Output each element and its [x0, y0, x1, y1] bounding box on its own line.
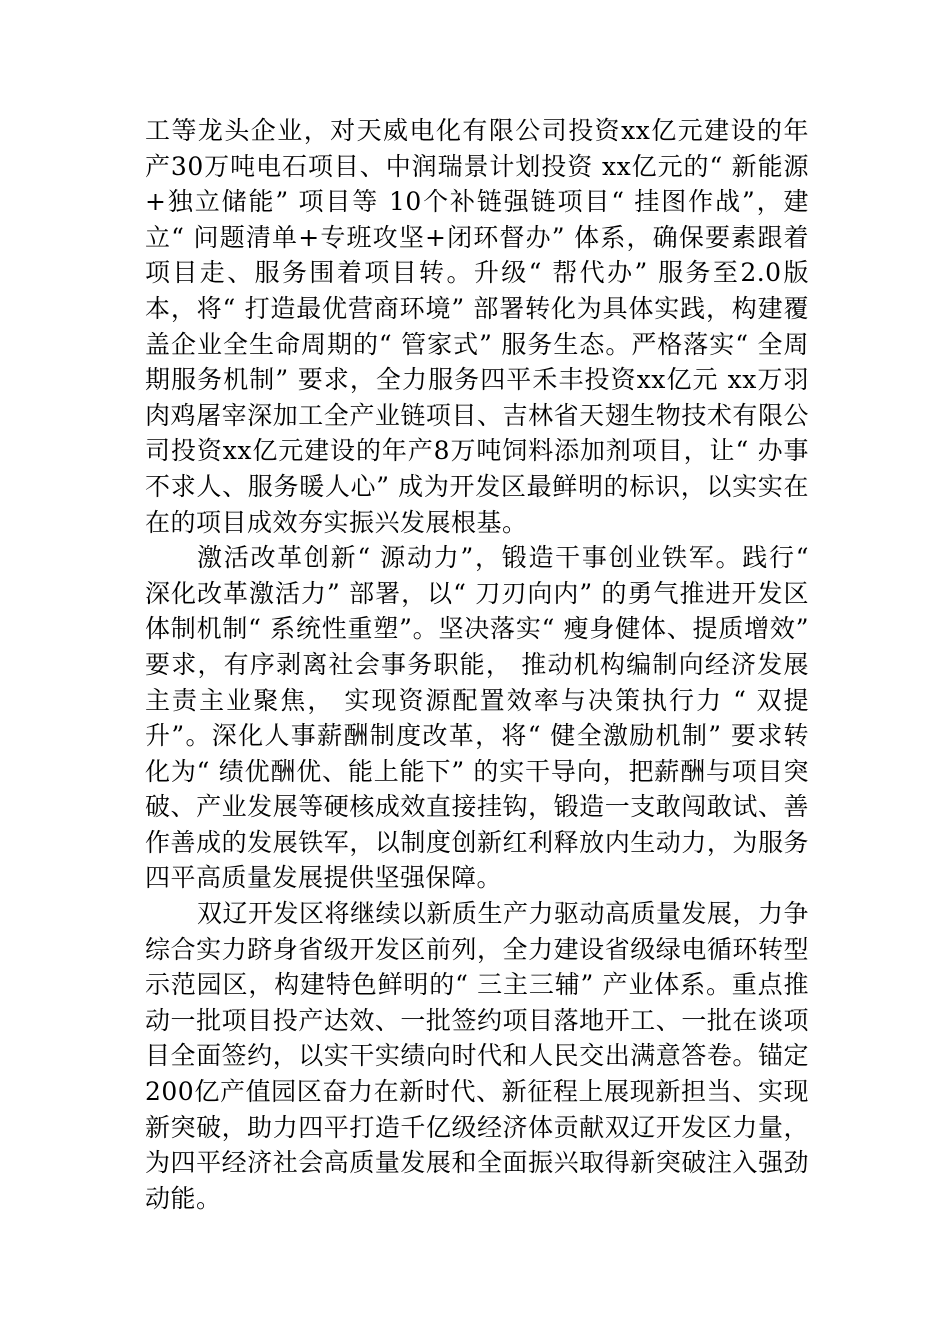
paragraph-outlook: 双辽开发区将继续以新质生产力驱动高质量发展，力争综合实力跻身省级开发区前列，全力建设省级绿电循环转型示范园区，构建特色鲜明的“ 三主三辅” 产业体系。重点推动一批项目投产达效、一批签约项目落地开工、一批在谈项目全面签约，以实干实绩向时代和人民交出满意答卷。锚定200亿产值园区奋力在新时代、新征程上展现新担当、实现新突破，助力四平打造千亿级经济体贡献双辽开发区力量，为四平经济社会高质量发展和全面振兴取得新突破注入强劲动能。 [145, 899, 810, 1213]
paragraph-continuation: 工等龙头企业，对天威电化有限公司投资xx亿元建设的年产30万吨电石项目、中润瑞景计划投资 xx亿元的“ 新能源+独立储能” 项目等 10个补链强链项目“ 挂图作战”，建立“ 问题清单+专班攻坚+闭环督办” 体系，确保要素跟着项目走、服务围着项目转。升级“ 帮代办” 服务至2.0版本，将“ 打造最优营商环境” 部署转化为具体实践，构建覆盖企业全生命周期的“ 管家式” 服务生态。严格落实“ 全周期服务机制” 要求，全力服务四平禾丰投资xx亿元 xx万羽肉鸡屠宰深加工全产业链项目、吉林省天翅生物技术有限公司投资xx亿元建设的年产8万吨饲料添加剂项目，让“ 办事不求人、服务暖人心” 成为开发区最鲜明的标识，以实实在在的项目成效夯实振兴发展根基。 [145, 116, 809, 537]
document-page [145, 113, 809, 1216]
paragraph-reform: 激活改革创新“ 源动力”，锻造干事创业铁军。践行“ 深化改革激活力” 部署，以“ 刀刃向内” 的勇气推进开发区体制机制“ 系统性重塑”。坚决落实“ 瘦身健体、提质增效” 要求，有序剥离社会事务职能， 推动机构编制向经济发展主责主业聚焦， 实现资源配置效率与决策执行力 “ 双提升”。深化人事薪酬制度改革，将“ 健全激励机制” 要求转化为“ 绩优酬优、能上能下” 的实干导向，把薪酬与项目突破、产业发展等硬核成效直接挂钩，锻造一支敢闯敢试、善作善成的发展铁军，以制度创新红利释放内生动力，为服务四平高质量发展提供坚强保障。 [145, 543, 809, 893]
